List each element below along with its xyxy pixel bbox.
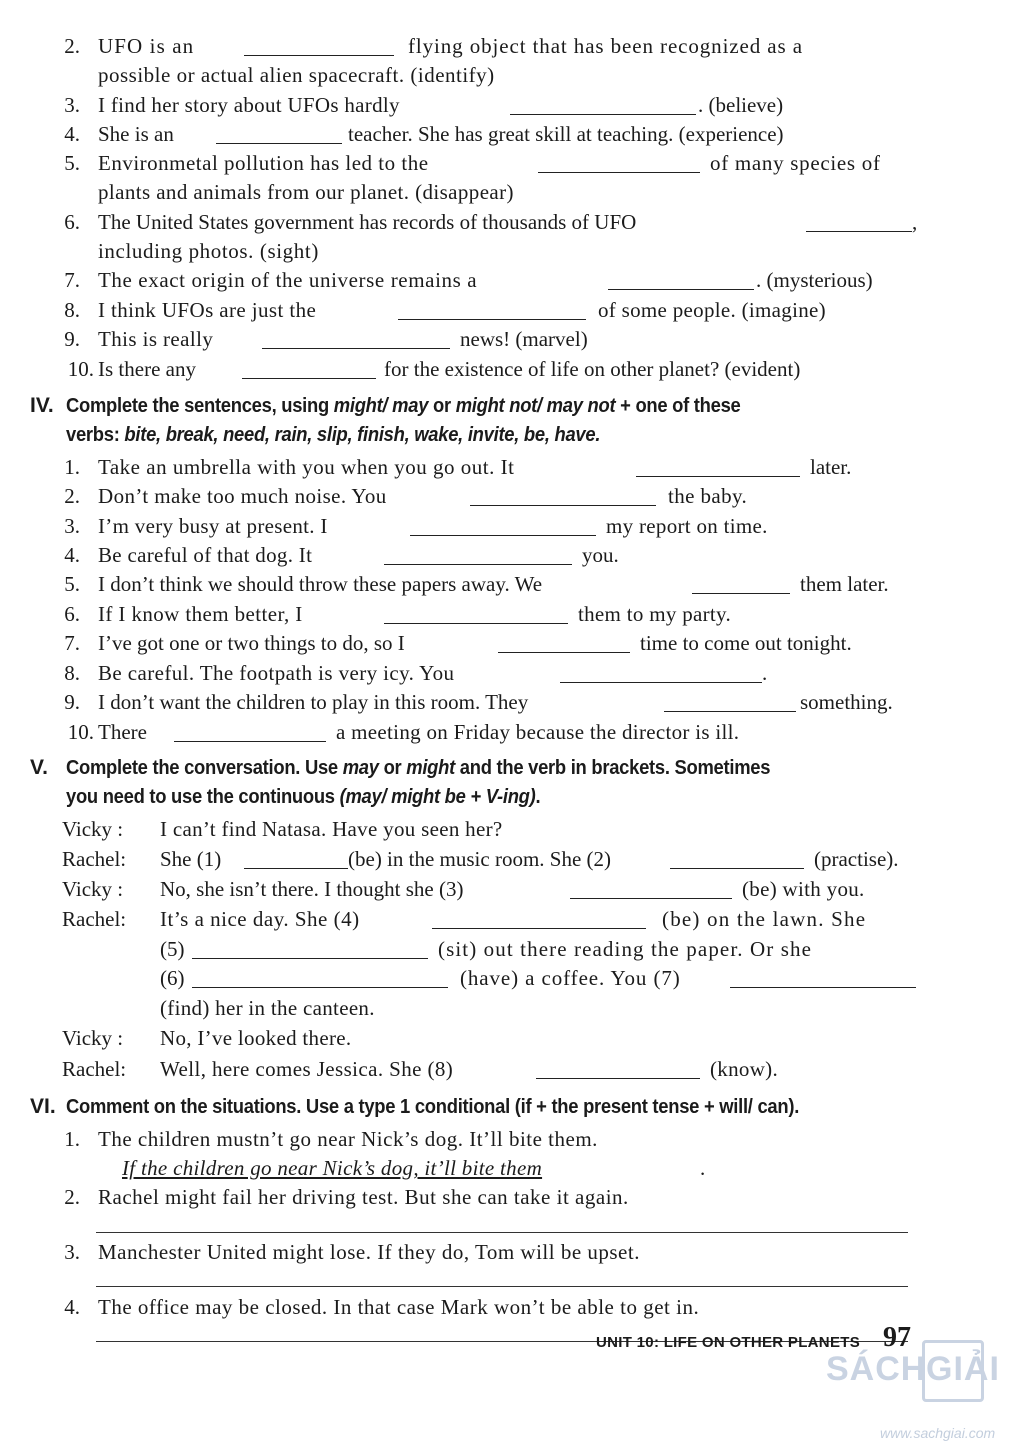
s3-item-5-cont bbox=[0, 177, 1024, 207]
item-number: 5. bbox=[64, 151, 80, 175]
item-text: something. bbox=[800, 690, 893, 714]
answer-blank[interactable] bbox=[560, 662, 762, 683]
answer-blank[interactable] bbox=[244, 35, 394, 56]
answer-blank[interactable] bbox=[216, 123, 342, 144]
section-5-heading-line1 bbox=[66, 753, 770, 783]
answer-line[interactable] bbox=[96, 1286, 908, 1287]
heading-text: Complete the conversation. Use bbox=[66, 757, 343, 779]
dialogue-line-6 bbox=[0, 963, 1024, 993]
item-number: 4. bbox=[64, 1295, 80, 1319]
dialogue-line-4 bbox=[0, 904, 1024, 934]
s3-item-7 bbox=[0, 265, 1024, 295]
answer-blank[interactable] bbox=[244, 848, 348, 869]
item-text: The children mustn’t go near Nick’s dog. It’ll bite them. bbox=[98, 1127, 598, 1151]
item-text: I think UFOs are just the bbox=[98, 298, 317, 322]
answer-blank[interactable] bbox=[384, 603, 568, 624]
heading-italic: might bbox=[406, 757, 455, 779]
item-number: 10. bbox=[67, 357, 94, 381]
item-number: 5. bbox=[64, 572, 80, 596]
answer-blank[interactable] bbox=[398, 299, 586, 320]
s3-item-6 bbox=[0, 207, 1024, 237]
dialogue-text: Well, here comes Jessica. She (8) bbox=[160, 1057, 454, 1081]
s4-item-7 bbox=[0, 628, 1024, 658]
dialogue-line-7 bbox=[0, 993, 1024, 1023]
section-4-heading-line2 bbox=[66, 420, 600, 450]
s3-item-5 bbox=[0, 148, 1024, 178]
dialogue-text: (practise). bbox=[814, 847, 899, 871]
item-text: Don’t make too much noise. You bbox=[98, 484, 387, 508]
item-text: including photos. (sight) bbox=[98, 239, 319, 263]
item-text: later. bbox=[810, 455, 852, 479]
item-text: . (mysterious) bbox=[756, 268, 873, 292]
item-number: 9. bbox=[64, 690, 80, 714]
item-text: Environmetal pollution has led to the bbox=[98, 151, 429, 175]
s3-item-2 bbox=[0, 31, 1024, 61]
section-6-heading: Comment on the situations. Use a type 1 conditional (if + the present tense + will/ can). bbox=[66, 1096, 800, 1118]
dialogue-text: (have) a coffee. You (7) bbox=[460, 966, 681, 990]
s4-item-1 bbox=[0, 452, 1024, 482]
heading-italic: (may/ might be + V-ing) bbox=[339, 786, 536, 808]
heading-text: or bbox=[428, 395, 456, 417]
speaker: Vicky : bbox=[62, 1026, 124, 1050]
answer-blank[interactable] bbox=[262, 328, 450, 349]
item-text: time to come out tonight. bbox=[640, 631, 852, 655]
answer-blank[interactable] bbox=[536, 1058, 700, 1079]
s4-item-3 bbox=[0, 511, 1024, 541]
dialogue-text: (be) in the music room. She (2) bbox=[348, 847, 612, 871]
logo-text: GIẢI bbox=[926, 1350, 1000, 1388]
s6-item-1 bbox=[0, 1124, 1024, 1154]
item-text: I don’t want the children to play in this room. They bbox=[98, 690, 529, 714]
item-text: . bbox=[700, 1156, 706, 1180]
dialogue-line-3 bbox=[0, 874, 1024, 904]
speaker: Rachel: bbox=[62, 847, 127, 871]
item-text: them to my party. bbox=[578, 602, 732, 626]
s4-item-2 bbox=[0, 481, 1024, 511]
s3-item-2-cont bbox=[0, 60, 1024, 90]
speaker: Rachel: bbox=[62, 907, 127, 931]
heading-text: you need to use the continuous bbox=[66, 786, 340, 808]
answer-line[interactable] bbox=[96, 1232, 908, 1233]
item-text: of many species of bbox=[710, 151, 881, 175]
item-text: for the existence of life on other planet? (evident) bbox=[384, 357, 801, 381]
item-text: The office may be closed. In that case Mark won’t be able to get in. bbox=[98, 1295, 700, 1319]
item-text: them later. bbox=[800, 572, 889, 596]
s4-item-6 bbox=[0, 599, 1024, 629]
item-number: 1. bbox=[64, 455, 80, 479]
answer-blank[interactable] bbox=[608, 269, 754, 290]
item-text: Be careful of that dog. It bbox=[98, 543, 313, 567]
answer-blank[interactable] bbox=[730, 967, 916, 988]
dialogue-text: (be) with you. bbox=[742, 877, 865, 901]
dialogue-text: (5) bbox=[160, 937, 185, 961]
heading-text: verbs: bbox=[66, 424, 125, 446]
item-text: , bbox=[912, 210, 918, 234]
item-text: you. bbox=[582, 543, 619, 567]
section-4-numeral: IV. bbox=[30, 394, 54, 417]
heading-italic: might/ may bbox=[333, 395, 429, 417]
item-number: 2. bbox=[64, 34, 80, 58]
item-number: 1. bbox=[64, 1127, 80, 1151]
page-number: 97 bbox=[883, 1322, 911, 1353]
item-number: 8. bbox=[64, 661, 80, 685]
item-text: She is an bbox=[98, 122, 174, 146]
item-number: 4. bbox=[64, 122, 80, 146]
dialogue-text: (6) bbox=[160, 966, 185, 990]
heading-text: or bbox=[378, 757, 407, 779]
speaker: Vicky : bbox=[62, 877, 124, 901]
dialogue-text: She (1) bbox=[160, 847, 222, 871]
item-text: Rachel might fail her driving test. But she can take it again. bbox=[98, 1185, 629, 1209]
heading-text: Complete the sentences, using bbox=[66, 395, 334, 417]
dialogue-text: No, I’ve looked there. bbox=[160, 1026, 352, 1050]
item-text: I’ve got one or two things to do, so I bbox=[98, 631, 405, 655]
dialogue-text: It’s a nice day. She (4) bbox=[160, 907, 360, 931]
dialogue-text: I can’t find Natasa. Have you seen her? bbox=[160, 817, 503, 841]
answer-blank[interactable] bbox=[192, 967, 448, 988]
s6-item-1-answer bbox=[0, 1153, 1024, 1183]
logo-text: SÁCH bbox=[826, 1350, 927, 1388]
dialogue-text: (be) on the lawn. She bbox=[662, 907, 867, 931]
answer-blank[interactable] bbox=[192, 938, 428, 959]
section-4-heading-line1 bbox=[66, 391, 741, 421]
answer-blank[interactable] bbox=[174, 721, 326, 742]
item-number: 3. bbox=[64, 93, 80, 117]
answer-blank[interactable] bbox=[470, 485, 656, 506]
s4-item-8 bbox=[0, 658, 1024, 688]
item-number: 10. bbox=[67, 720, 94, 744]
answer-blank[interactable] bbox=[570, 878, 732, 899]
s3-item-6-cont bbox=[0, 236, 1024, 266]
item-text: . (believe) bbox=[698, 93, 784, 117]
item-text: This is really bbox=[98, 327, 214, 351]
s4-item-5 bbox=[0, 569, 1024, 599]
item-text: There bbox=[98, 720, 147, 744]
dialogue-text: (find) her in the canteen. bbox=[160, 996, 375, 1020]
section-5-heading-line2 bbox=[66, 782, 540, 812]
s4-item-4 bbox=[0, 540, 1024, 570]
item-number: 3. bbox=[64, 514, 80, 538]
dialogue-line-2 bbox=[0, 844, 1024, 874]
item-number: 7. bbox=[64, 268, 80, 292]
answer-blank[interactable] bbox=[432, 908, 646, 929]
answer-blank[interactable] bbox=[636, 456, 800, 477]
s3-item-10 bbox=[0, 354, 1024, 384]
item-text: The United States government has records of thousands of UFO bbox=[98, 210, 637, 234]
item-number: 7. bbox=[64, 631, 80, 655]
item-text: flying object that has been recognized as a bbox=[408, 34, 803, 58]
answer-blank[interactable] bbox=[384, 544, 572, 565]
s6-item-3 bbox=[0, 1237, 1024, 1267]
s6-item-4 bbox=[0, 1292, 1024, 1322]
item-text: The exact origin of the universe remains a bbox=[98, 268, 478, 292]
heading-italic: may bbox=[342, 757, 379, 779]
dialogue-line-8 bbox=[0, 1023, 1024, 1053]
heading-text: + one of these bbox=[615, 395, 741, 417]
item-text: teacher. She has great skill at teaching. (experience) bbox=[348, 122, 784, 146]
item-text: I’m very busy at present. I bbox=[98, 514, 328, 538]
item-number: 2. bbox=[64, 1185, 80, 1209]
item-text: Take an umbrella with you when you go out. It bbox=[98, 455, 515, 479]
item-text: the baby. bbox=[668, 484, 748, 508]
item-text: . bbox=[762, 661, 768, 685]
answer-blank[interactable] bbox=[242, 358, 376, 379]
heading-italic: might not/ may not bbox=[455, 395, 616, 417]
answer-blank[interactable] bbox=[538, 152, 700, 173]
s3-item-8 bbox=[0, 295, 1024, 325]
dialogue-line-5 bbox=[0, 934, 1024, 964]
item-text: UFO is an bbox=[98, 34, 195, 58]
item-text: news! (marvel) bbox=[460, 327, 588, 351]
answer-blank[interactable] bbox=[410, 515, 596, 536]
example-answer: If the children go near Nick’s dog, it’ll bite them bbox=[122, 1156, 543, 1180]
item-number: 4. bbox=[64, 543, 80, 567]
item-text: Manchester United might lose. If they do, Tom will be upset. bbox=[98, 1240, 640, 1264]
dialogue-line-9 bbox=[0, 1054, 1024, 1084]
item-number: 2. bbox=[64, 484, 80, 508]
heading-italic: bite, break, need, rain, slip, finish, wake, invite, be, have. bbox=[124, 424, 601, 446]
dialogue-text: (sit) out there reading the paper. Or she bbox=[438, 937, 812, 961]
heading-text: . bbox=[535, 786, 541, 808]
heading-text: and the verb in brackets. Sometimes bbox=[454, 757, 771, 779]
item-text: I find her story about UFOs hardly bbox=[98, 93, 400, 117]
item-text: Be careful. The footpath is very icy. You bbox=[98, 661, 455, 685]
item-text: plants and animals from our planet. (disappear) bbox=[98, 180, 514, 204]
dialogue-text: (know). bbox=[710, 1057, 779, 1081]
speaker: Vicky : bbox=[62, 817, 124, 841]
s4-item-9 bbox=[0, 687, 1024, 717]
item-number: 3. bbox=[64, 1240, 80, 1264]
item-text: If I know them better, I bbox=[98, 602, 303, 626]
answer-blank[interactable] bbox=[498, 632, 630, 653]
answer-blank[interactable] bbox=[664, 691, 796, 712]
item-text: Is there any bbox=[98, 357, 196, 381]
s3-item-3 bbox=[0, 90, 1024, 120]
speaker: Rachel: bbox=[62, 1057, 127, 1081]
answer-blank[interactable] bbox=[510, 94, 696, 115]
item-text: a meeting on Friday because the director is ill. bbox=[336, 720, 740, 744]
s4-item-10 bbox=[0, 717, 1024, 747]
s3-item-4 bbox=[0, 119, 1024, 149]
s3-item-9 bbox=[0, 324, 1024, 354]
s6-item-2 bbox=[0, 1182, 1024, 1212]
item-number: 6. bbox=[64, 210, 80, 234]
section-5-numeral: V. bbox=[30, 756, 48, 779]
item-text: of some people. (imagine) bbox=[598, 298, 826, 322]
item-text: my report on time. bbox=[606, 514, 768, 538]
item-number: 8. bbox=[64, 298, 80, 322]
answer-blank[interactable] bbox=[806, 211, 912, 232]
item-number: 6. bbox=[64, 602, 80, 626]
item-text: possible or actual alien spacecraft. (identify) bbox=[98, 63, 495, 87]
unit-title: UNIT 10: LIFE ON OTHER PLANETS bbox=[596, 1334, 861, 1351]
watermark-url[interactable]: www.sachgiai.com bbox=[880, 1425, 996, 1441]
section-6-numeral: VI. bbox=[30, 1095, 56, 1118]
item-text: I don’t think we should throw these papers away. We bbox=[98, 572, 543, 596]
dialogue-line-1 bbox=[0, 814, 1024, 844]
answer-blank[interactable] bbox=[692, 573, 790, 594]
item-number: 9. bbox=[64, 327, 80, 351]
dialogue-text: No, she isn’t there. I thought she (3) bbox=[160, 877, 464, 901]
answer-blank[interactable] bbox=[670, 848, 804, 869]
